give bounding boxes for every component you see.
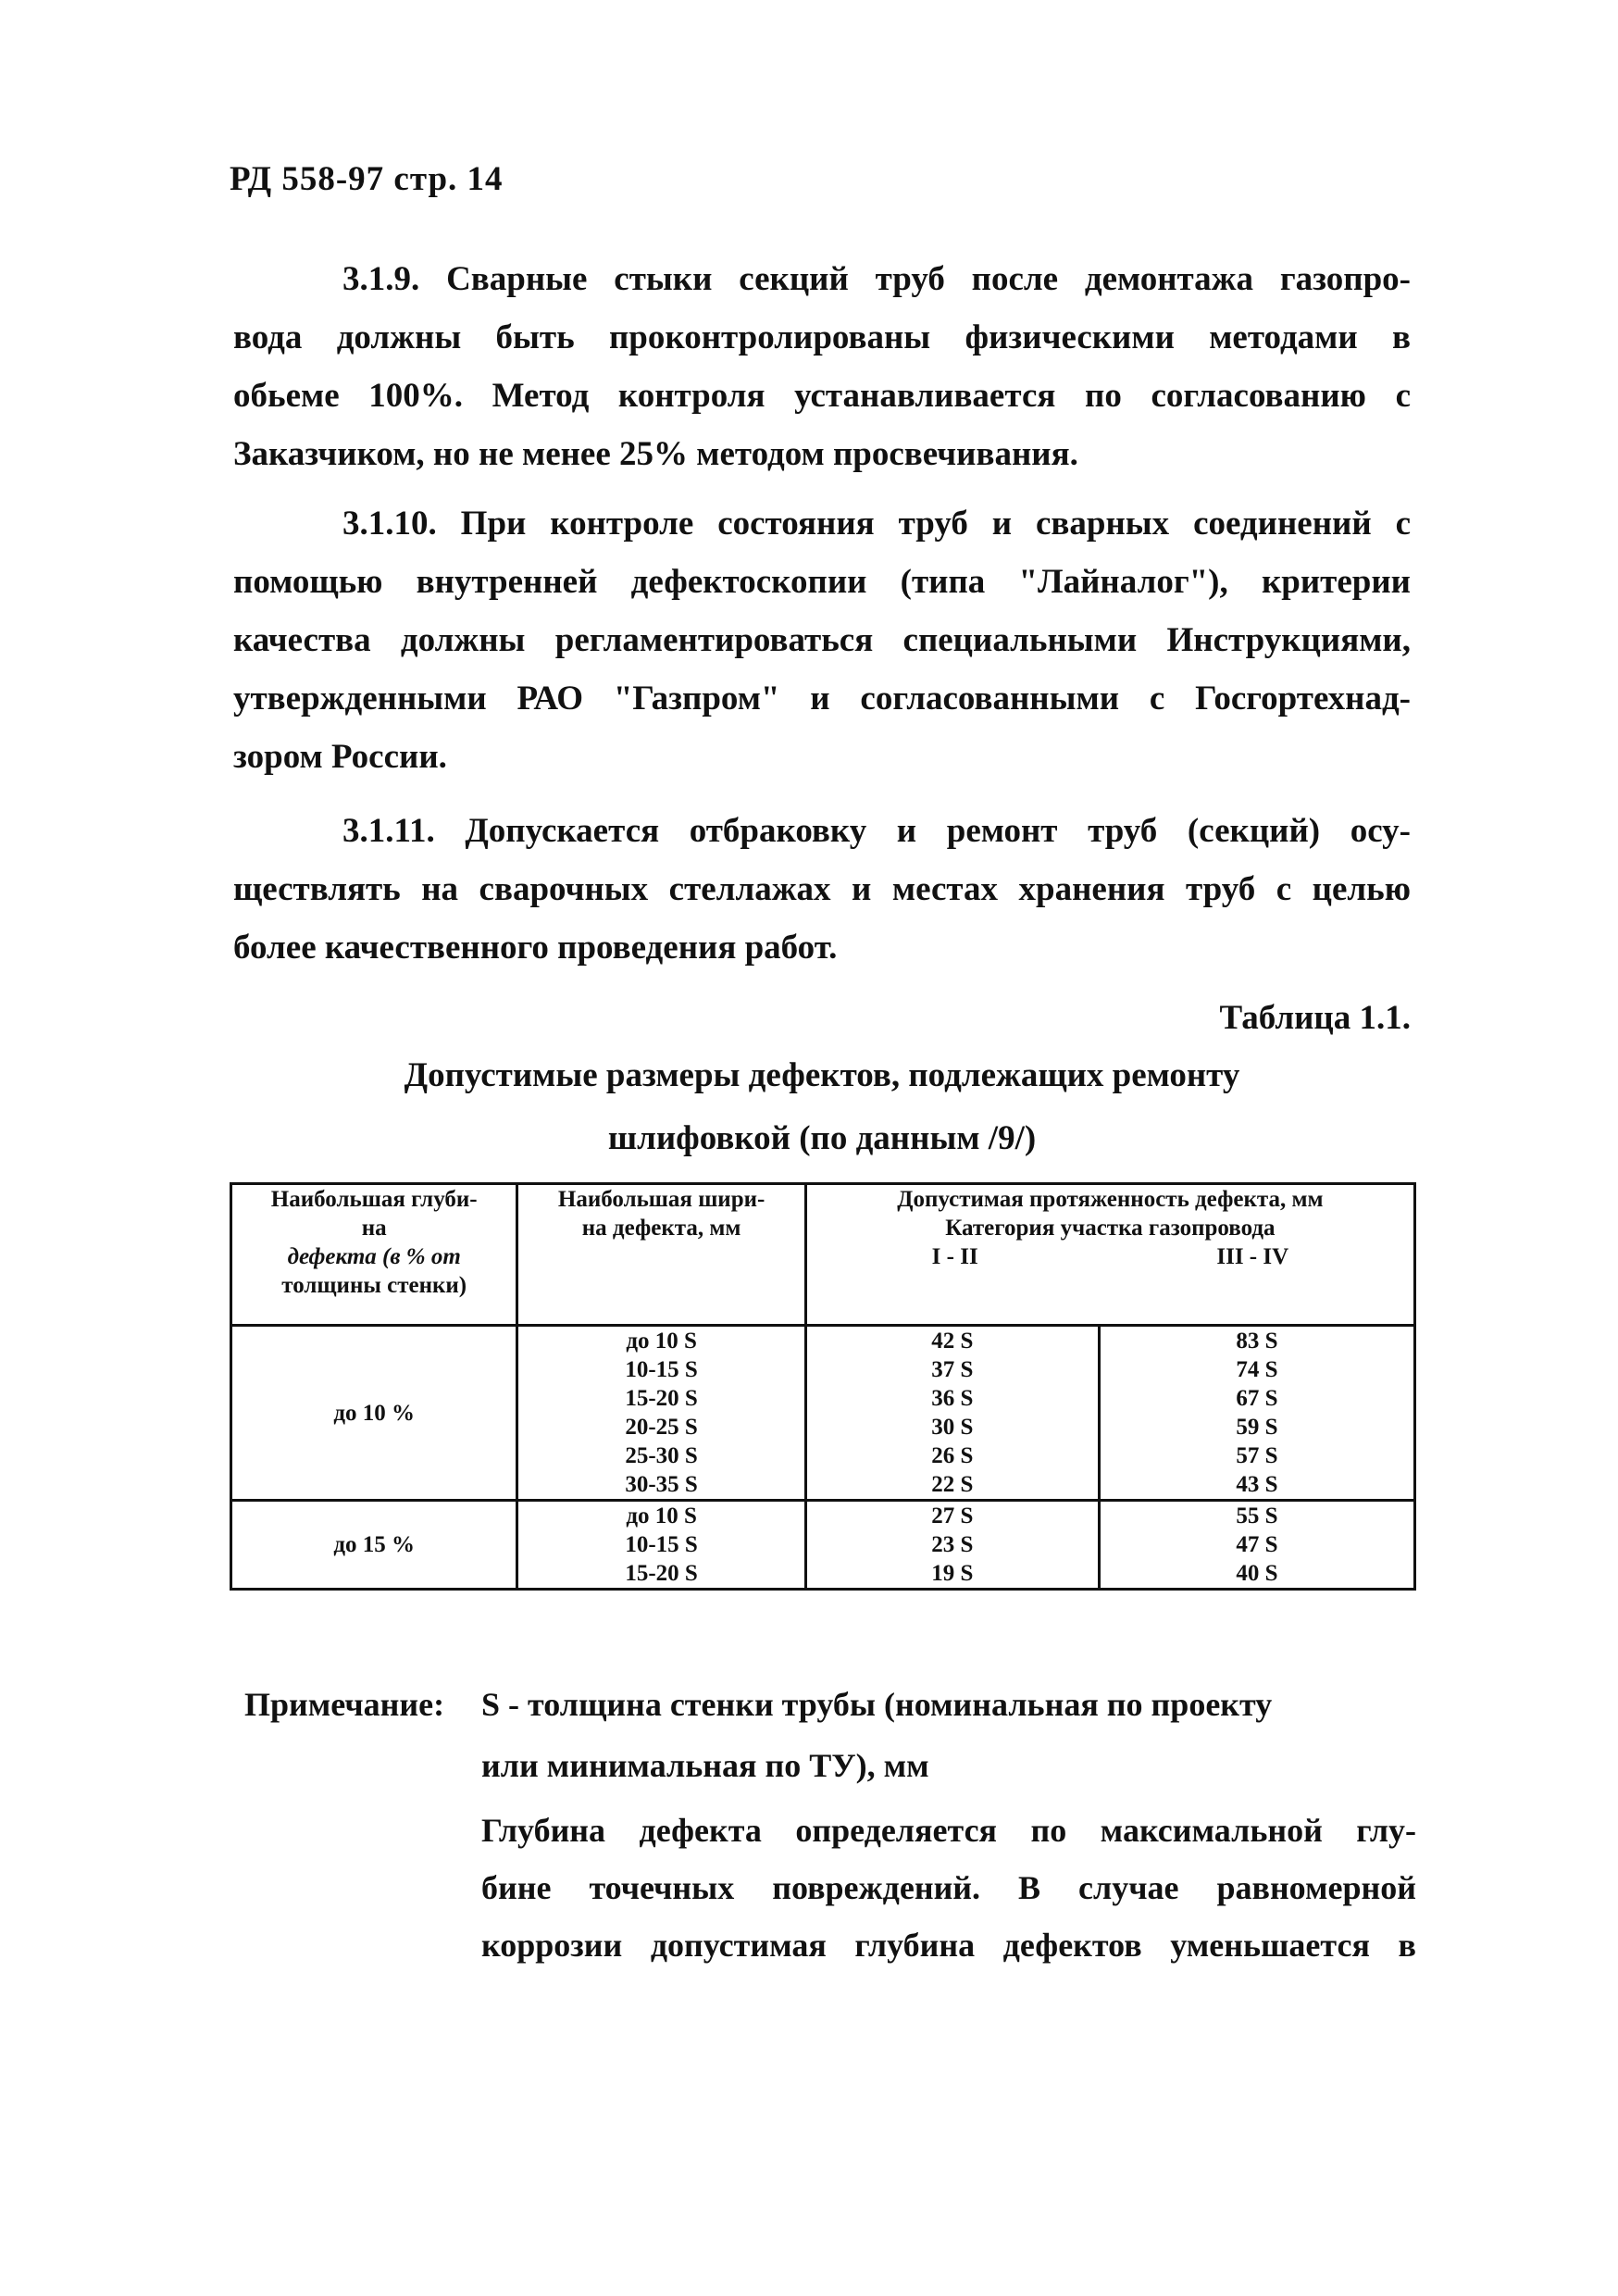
header-length: Допустимая протяженность дефекта, мм Категория участка газопровода I - II III - IV [805,1184,1414,1326]
text-line: Глубина дефекта определяется по максимальной глу- [481,1812,1416,1849]
text-line: 3.1.9. Сварные стыки секций труб после демонтажа газопро- [342,260,1411,298]
text-line: вода должны быть проконтролированы физическими методами в [233,318,1411,356]
depth-cell: до 15 % [231,1501,517,1590]
text-line: более качественного проведения работ. [233,929,838,967]
note-label: Примечание: [244,1686,445,1723]
width-cell: до 10 S 10-15 S 15-20 S 20-25 S 25-30 S 30-35 S [517,1326,805,1501]
category-3-4: III - IV [1216,1244,1289,1269]
table-group-row [231,1501,1415,1590]
table-title-line2: шлифовкой (по данным /9/) [607,1119,1037,1157]
length-cat1-cell: 27 S 23 S 19 S [805,1501,1099,1590]
header-width: Наибольшая шири- на дефекта, мм [517,1184,805,1326]
text-line: 3.1.11. Допускается отбраковку и ремонт труб (секций) осу- [342,812,1411,850]
defects-table [230,1182,1416,1591]
table-header-row [231,1184,1415,1326]
width-cell: до 10 S 10-15 S 15-20 S [517,1501,805,1590]
note-line2: или минимальная по ТУ), мм [481,1747,929,1784]
depth-cell: до 10 % [231,1326,517,1501]
length-cat2-cell: 55 S 47 S 40 S [1099,1501,1414,1590]
page-header: РД 558-97 стр. 14 [230,160,504,198]
category-1-2: I - II [931,1244,978,1269]
text-line: коррозии допустимая глубина дефектов уменьшается в [481,1927,1416,1964]
text-line: помощью внутренней дефектоскопии (типа "Лайналог"), критерии [233,563,1411,601]
text-line: обьеме 100%. Метод контроля устанавливается по согласованию с [233,377,1411,415]
text-line: 3.1.10. При контроле состояния труб и сварных соединений с [342,505,1411,543]
paragraph-3-1-10 [233,494,1411,786]
note-line1: S - толщина стенки трубы (номинальная по проекту [481,1686,1273,1723]
paragraph-3-1-11 [233,802,1411,977]
text-line: качества должны регламентироваться специальными Инструкциями, [233,621,1411,659]
text-line: утвержденными РАО "Газпром" и согласованными с Госгортехнад- [233,680,1411,718]
length-cat2-cell: 83 S 74 S 67 S 59 S 57 S 43 S [1099,1326,1414,1501]
note-paragraph [481,1802,1416,1974]
text-line: бине точечных повреждений. В случае равномерной [481,1869,1416,1906]
text-line: ществлять на сварочных стеллажах и местах хранения труб с целью [233,870,1411,908]
table-title-line1: Допустимые размеры дефектов, подлежащих ремонту [404,1056,1240,1094]
paragraph-3-1-9 [233,250,1411,483]
text-line: зором России. [233,738,447,776]
header-depth: Наибольшая глуби- на дефекта (в % от толщины стенки) [231,1184,517,1326]
text-line: Заказчиком, но не менее 25% методом просвечивания. [233,435,1078,473]
table-group-row [231,1326,1415,1501]
table-label: Таблица 1.1. [1219,999,1411,1037]
length-cat1-cell: 42 S 37 S 36 S 30 S 26 S 22 S [805,1326,1099,1501]
